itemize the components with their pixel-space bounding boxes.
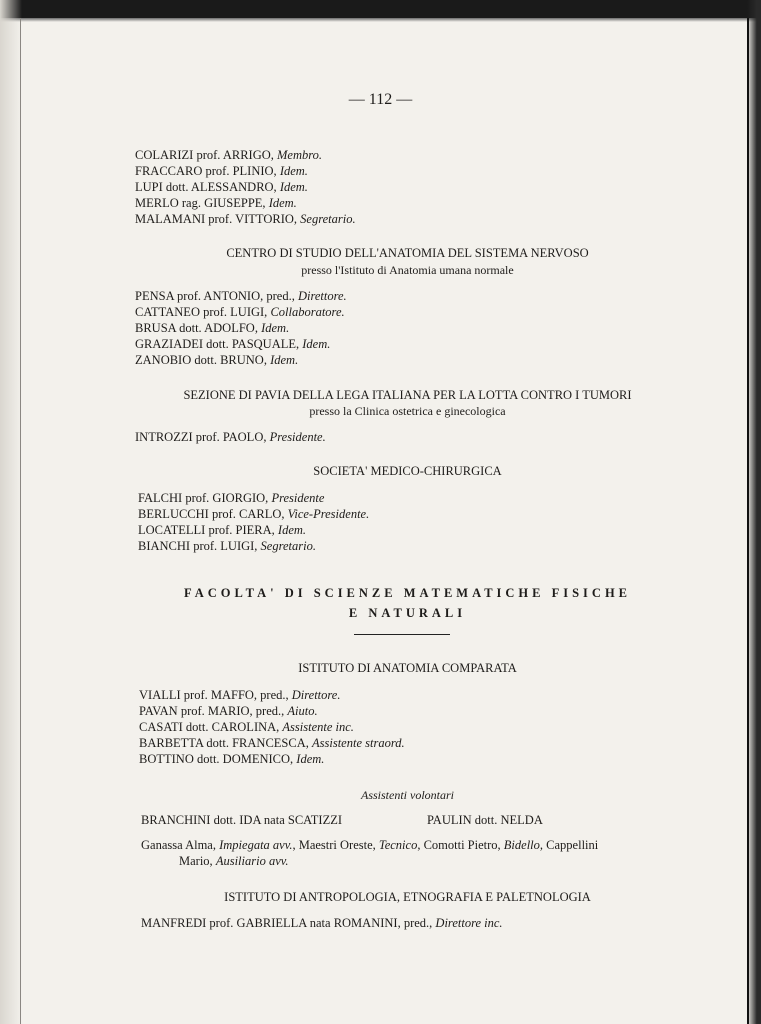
page-number: — 112 — bbox=[348, 91, 413, 108]
volunteer-name: BRANCHINI dott. IDA nata SCATIZZI bbox=[141, 813, 343, 827]
member-line: CATTANEO prof. LUIGI, Collaboratore. bbox=[135, 305, 345, 319]
member-line: CASATI dott. CAROLINA, Assistente inc. bbox=[139, 720, 354, 734]
section-title: ISTITUTO DI ANATOMIA COMPARATA bbox=[298, 661, 517, 675]
member-line: BIANCHI prof. LUIGI, Segretario. bbox=[138, 539, 316, 553]
staff-line-continued: Mario, Ausiliario avv. bbox=[179, 854, 289, 868]
member-line: LOCATELLI prof. PIERA, Idem. bbox=[138, 523, 307, 537]
member-line: BARBETTA dott. FRANCESCA, Assistente straord. bbox=[139, 736, 405, 750]
staff-line: Ganassa Alma, Impiegata avv., Maestri Oreste, Tecnico, Comotti Pietro, Bidello, Cappellini bbox=[141, 838, 599, 852]
member-line: BRUSA dott. ADOLFO, Idem. bbox=[135, 321, 290, 335]
scan-left-edge bbox=[0, 0, 22, 1024]
scan-right-line bbox=[747, 18, 749, 1024]
faculty-title-line1: FACOLTA' DI SCIENZE MATEMATICHE FISICHE bbox=[183, 586, 632, 600]
scan-right-edge bbox=[747, 0, 761, 1024]
member-line: MERLO rag. GIUSEPPE, Idem. bbox=[135, 196, 297, 210]
member-line: LUPI dott. ALESSANDRO, Idem. bbox=[135, 180, 308, 194]
member-line: VIALLI prof. MAFFO, pred., Direttore. bbox=[139, 688, 341, 702]
subsection-heading: Assistenti volontari bbox=[361, 788, 454, 802]
member-line: COLARIZI prof. ARRIGO, Membro. bbox=[135, 148, 323, 162]
divider bbox=[354, 634, 450, 635]
volunteer-name: PAULIN dott. NELDA bbox=[427, 813, 543, 827]
scan-left-line bbox=[20, 18, 21, 1024]
section-title: CENTRO DI STUDIO DELL'ANATOMIA DEL SISTEMA NERVOSO bbox=[226, 246, 589, 260]
member-line: FALCHI prof. GIORGIO, Presidente bbox=[138, 491, 325, 505]
member-line: BOTTINO dott. DOMENICO, Idem. bbox=[139, 752, 325, 766]
member-line: GRAZIADEI dott. PASQUALE, Idem. bbox=[135, 337, 331, 351]
member-line: FRACCARO prof. PLINIO, Idem. bbox=[135, 164, 308, 178]
faculty-title-line2: E NATURALI bbox=[348, 606, 467, 620]
section-title: SOCIETA' MEDICO-CHIRURGICA bbox=[313, 464, 502, 478]
member-line: ZANOBIO dott. BRUNO, Idem. bbox=[135, 353, 299, 367]
scan-top-border bbox=[0, 0, 761, 18]
member-line: MANFREDI prof. GABRIELLA nata ROMANINI, pred., Direttore inc. bbox=[141, 916, 503, 930]
section-title: SEZIONE DI PAVIA DELLA LEGA ITALIANA PER LA LOTTA CONTRO I TUMORI bbox=[183, 388, 632, 402]
member-line: PAVAN prof. MARIO, pred., Aiuto. bbox=[139, 704, 318, 718]
member-line: BERLUCCHI prof. CARLO, Vice-Presidente. bbox=[138, 507, 370, 521]
scan-top-shadow bbox=[0, 18, 761, 22]
section-subtitle: presso l'Istituto di Anatomia umana normale bbox=[301, 263, 514, 277]
member-line: PENSA prof. ANTONIO, pred., Direttore. bbox=[135, 289, 347, 303]
member-line: INTROZZI prof. PAOLO, Presidente. bbox=[135, 430, 326, 444]
member-line: MALAMANI prof. VITTORIO, Segretario. bbox=[135, 212, 356, 226]
section-title: ISTITUTO DI ANTROPOLOGIA, ETNOGRAFIA E PALETNOLOGIA bbox=[224, 890, 591, 904]
section-subtitle: presso la Clinica ostetrica e ginecologica bbox=[309, 404, 506, 418]
